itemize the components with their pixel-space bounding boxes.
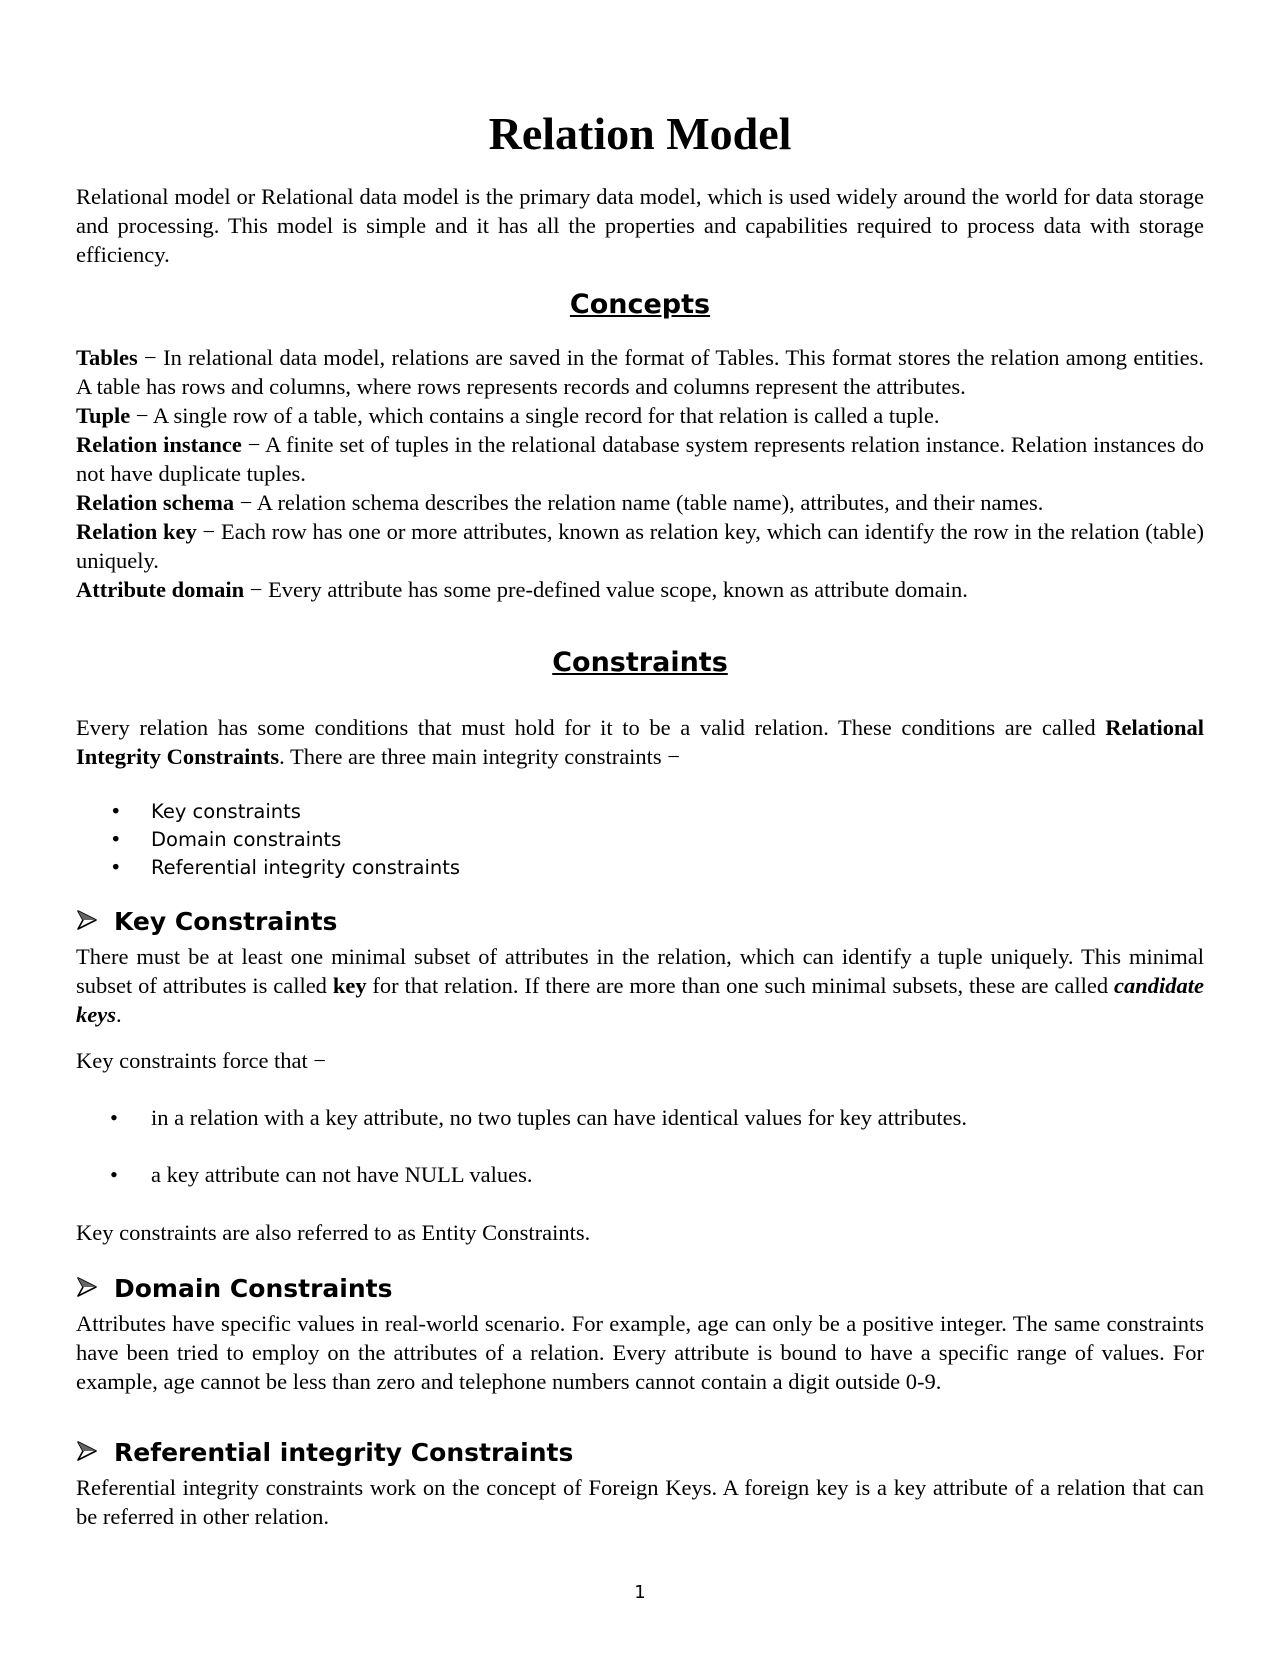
definition-term: Relation schema bbox=[76, 490, 235, 515]
key-constraints-closing: Key constraints are also referred to as Entity Constraints. bbox=[76, 1220, 591, 1245]
definition-relation-instance bbox=[76, 430, 1204, 488]
referential-constraints-paragraph: Referential integrity constraints work on the concept of Foreign Keys. A foreign key is a key attribute of a relation that can be referred in other relation. bbox=[76, 1475, 1204, 1529]
domain-constraints-heading-text: Domain Constraints bbox=[114, 1274, 393, 1303]
domain-constraints-paragraph: Attributes have specific values in real-world scenario. For example, age can only be a positive integer. The same constraints have been tried to employ on the attributes of a relation. Every attribute is bound to have a specific range of values. For example, age cannot be less than zero and telephone numbers cannot contain a digit outside 0-9. bbox=[76, 1311, 1204, 1394]
list-item-label: Domain constraints bbox=[151, 828, 342, 851]
list-item-label: in a relation with a key attribute, no two tuples can have identical values for key attributes. bbox=[151, 1105, 967, 1130]
definition-relation-key bbox=[76, 517, 1204, 575]
definition-text: − A single row of a table, which contains a single record for that relation is called a tuple. bbox=[130, 403, 940, 428]
definition-term: Relation key bbox=[76, 519, 197, 544]
definition-term: Tables bbox=[76, 345, 138, 370]
constraints-intro-text: Every relation has some conditions that must hold for it to be a valid relation. These conditions are called bbox=[76, 715, 1106, 740]
definition-text: − A finite set of tuples in the relational database system represents relation instance. Relation instances do not have duplicate tuples. bbox=[76, 432, 1204, 486]
concepts-definitions bbox=[76, 343, 1204, 604]
definition-text: − Every attribute has some pre-defined value scope, known as attribute domain. bbox=[244, 577, 968, 602]
domain-constraints-heading bbox=[76, 1273, 1204, 1306]
definition-tuple bbox=[76, 401, 1204, 430]
referential-constraints-heading-text: Referential integrity Constraints bbox=[114, 1438, 574, 1467]
constraints-intro bbox=[76, 713, 1204, 771]
list-item bbox=[76, 826, 1204, 854]
list-item bbox=[76, 854, 1204, 882]
bullet-icon: • bbox=[110, 828, 122, 851]
definition-term: Attribute domain bbox=[76, 577, 245, 602]
list-item-label: Key constraints bbox=[151, 800, 301, 823]
definition-term: Tuple bbox=[76, 403, 131, 428]
definition-tables bbox=[76, 343, 1204, 401]
key-constraints-heading bbox=[76, 906, 1204, 939]
definition-text: − In relational data model, relations are saved in the format of Tables. This format stores the relation among entities. A table has rows and columns, where rows represents records and columns represent the attributes. bbox=[76, 345, 1204, 399]
candidate-keys-term: candidate keys bbox=[76, 973, 1204, 1027]
bullet-icon: • bbox=[110, 1162, 118, 1187]
key-constraints-force: Key constraints force that − bbox=[76, 1048, 327, 1073]
constraints-intro-tail: . There are three main integrity constraints − bbox=[279, 744, 681, 769]
constraints-intro-bold: Relational Integrity Constraints bbox=[76, 715, 1204, 769]
list-item bbox=[76, 1160, 1204, 1189]
key-text: . bbox=[115, 1002, 122, 1027]
page-number: 1 bbox=[634, 1582, 646, 1603]
constraints-list bbox=[76, 798, 1204, 882]
bullet-icon: • bbox=[110, 1105, 118, 1130]
intro-paragraph: Relational model or Relational data model is the primary data model, which is used widely around the world for data storage and processing. This model is simple and it has all the properties and capabilities required to process data with storage efficiency. bbox=[76, 184, 1204, 267]
list-item-label: a key attribute can not have NULL values. bbox=[151, 1162, 533, 1187]
key-constraints-heading-text: Key Constraints bbox=[114, 907, 338, 936]
key-text: There must be at least one minimal subset of attributes in the relation, which can identify a tuple uniquely. This minimal subset of attributes is called bbox=[76, 944, 1204, 998]
referential-constraints-heading bbox=[76, 1437, 1204, 1470]
concepts-heading: Concepts bbox=[569, 289, 711, 320]
key-constraints-list bbox=[76, 1160, 1204, 1189]
definition-attribute-domain bbox=[76, 575, 1204, 604]
list-item bbox=[76, 798, 1204, 826]
bullet-icon: • bbox=[110, 800, 122, 823]
key-constraints-paragraph bbox=[76, 942, 1204, 1029]
arrowhead-icon bbox=[76, 907, 114, 939]
arrowhead-icon bbox=[76, 1274, 114, 1306]
definition-term: Relation instance bbox=[76, 432, 242, 457]
constraints-heading: Constraints bbox=[552, 647, 728, 678]
list-item-label: Referential integrity constraints bbox=[151, 856, 461, 879]
key-constraints-list bbox=[76, 1103, 1204, 1132]
list-item bbox=[76, 1103, 1204, 1132]
definition-text: − Each row has one or more attributes, known as relation key, which can identify the row in the relation (table) uniquely. bbox=[76, 519, 1205, 573]
key-term: key bbox=[332, 973, 367, 998]
definition-relation-schema bbox=[76, 488, 1204, 517]
page-title: Relation Model bbox=[488, 108, 792, 159]
key-text: for that relation. If there are more than one such minimal subsets, these are called bbox=[366, 973, 1114, 998]
arrowhead-icon bbox=[76, 1438, 114, 1470]
definition-text: − A relation schema describes the relation name (table name), attributes, and their names. bbox=[234, 490, 1044, 515]
bullet-icon: • bbox=[110, 856, 122, 879]
